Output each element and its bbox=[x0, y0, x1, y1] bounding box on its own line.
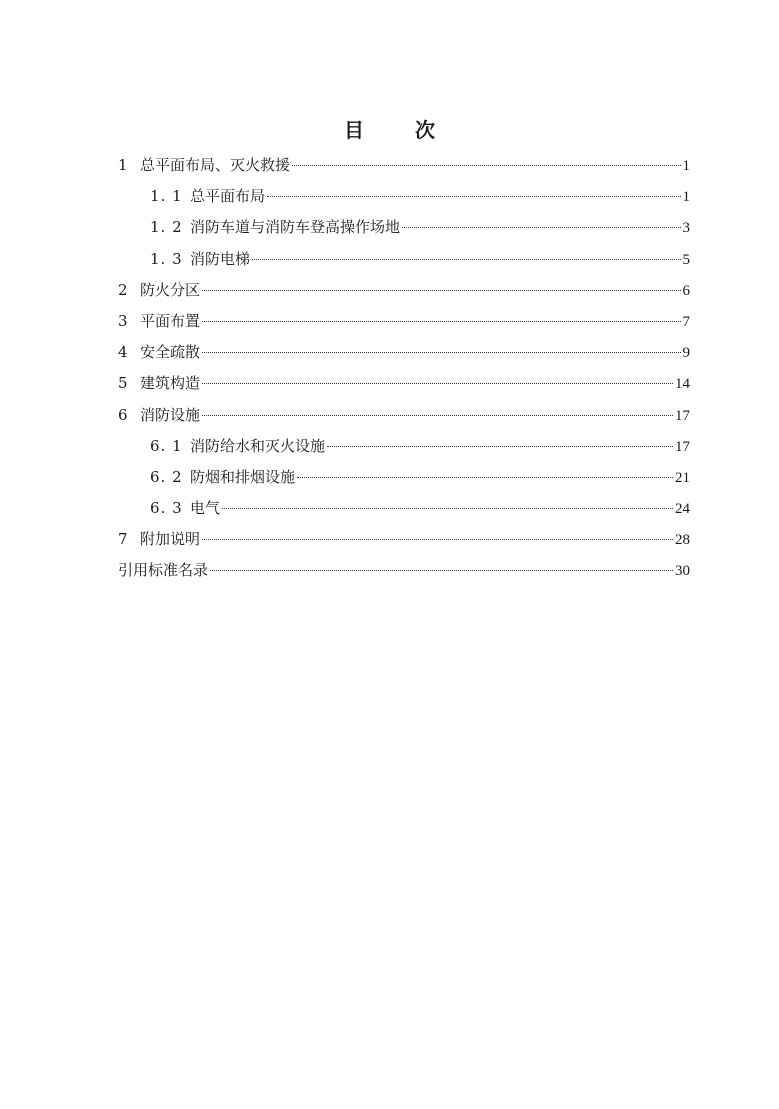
toc-entry-page-number: 24 bbox=[675, 501, 690, 518]
toc-entry-page-number: 3 bbox=[682, 220, 690, 237]
toc-entry[interactable] bbox=[118, 431, 690, 462]
toc-entry-page-number: 1 bbox=[682, 189, 690, 206]
toc-dot-leader bbox=[202, 383, 673, 384]
toc-dot-leader bbox=[252, 259, 680, 260]
toc-entry-number: 5 bbox=[118, 374, 128, 393]
toc-dot-leader bbox=[402, 227, 680, 228]
toc-entry[interactable] bbox=[118, 368, 690, 399]
toc-entry[interactable] bbox=[118, 524, 690, 555]
toc-entry-label: 平面布置 bbox=[140, 311, 201, 330]
toc-dot-leader bbox=[267, 196, 680, 197]
toc-dot-leader bbox=[222, 508, 673, 509]
toc-dot-leader bbox=[202, 352, 680, 353]
toc-entry-page-number: 28 bbox=[675, 532, 690, 549]
toc-entry-page-number: 5 bbox=[682, 251, 690, 268]
toc-entry-number: 3 bbox=[118, 311, 128, 330]
toc-dot-leader bbox=[202, 539, 673, 540]
toc-dot-leader bbox=[327, 446, 673, 447]
toc-entry-number: 2 bbox=[118, 280, 128, 299]
toc-entry-label: 消防给水和灭火设施 bbox=[190, 436, 326, 455]
toc-dot-leader bbox=[202, 321, 680, 322]
toc-entry-number: 7 bbox=[118, 530, 128, 549]
toc-entry-label: 防烟和排烟设施 bbox=[190, 467, 296, 486]
toc-entry-number: 6. 1 bbox=[150, 436, 183, 455]
toc-title: 目 次 bbox=[344, 118, 457, 142]
toc-entry[interactable] bbox=[118, 181, 690, 212]
toc-entry[interactable] bbox=[118, 337, 690, 368]
toc-entry-page-number: 7 bbox=[682, 313, 690, 330]
toc-entry-label: 消防车道与消防车登高操作场地 bbox=[190, 218, 401, 237]
toc-entry-number: 4 bbox=[118, 343, 128, 362]
toc-entry-page-number: 9 bbox=[682, 345, 690, 362]
toc-entry[interactable] bbox=[118, 244, 690, 275]
toc-entry[interactable] bbox=[118, 150, 690, 181]
toc-entry-page-number: 30 bbox=[675, 563, 690, 580]
toc-entry-label: 引用标准名录 bbox=[118, 561, 209, 580]
toc-entry-page-number: 21 bbox=[675, 469, 690, 486]
toc-entry-label: 总平面布局、灭火救援 bbox=[140, 156, 291, 174]
toc-entry[interactable] bbox=[118, 400, 690, 431]
table-of-contents bbox=[118, 150, 690, 587]
toc-entry[interactable] bbox=[118, 275, 690, 306]
toc-entry-number: 1 bbox=[118, 156, 128, 174]
toc-entry-label: 总平面布局 bbox=[190, 187, 266, 206]
toc-entry-number: 1. 2 bbox=[150, 218, 183, 237]
toc-dot-leader bbox=[297, 477, 673, 478]
toc-entry-label: 消防电梯 bbox=[190, 249, 251, 268]
toc-entry-page-number: 17 bbox=[675, 438, 690, 455]
toc-entry-page-number: 14 bbox=[675, 376, 690, 393]
toc-entry-number: 1. 3 bbox=[150, 249, 183, 268]
toc-dot-leader bbox=[210, 570, 673, 571]
toc-entry-number: 6 bbox=[118, 405, 128, 424]
toc-entry-page-number: 17 bbox=[675, 407, 690, 424]
toc-entry-page-number: 6 bbox=[682, 282, 690, 299]
toc-entry-label: 电气 bbox=[190, 499, 221, 518]
toc-entry[interactable] bbox=[118, 306, 690, 337]
toc-entry-label: 防火分区 bbox=[140, 280, 201, 299]
toc-dot-leader bbox=[202, 415, 673, 416]
toc-entry-label: 消防设施 bbox=[140, 405, 201, 424]
toc-dot-leader bbox=[202, 290, 680, 291]
toc-entry[interactable] bbox=[118, 493, 690, 524]
toc-entry[interactable] bbox=[118, 462, 690, 493]
toc-entry-number: 6. 3 bbox=[150, 499, 183, 518]
toc-entry-number: 1. 1 bbox=[150, 187, 183, 206]
toc-entry-label: 安全疏散 bbox=[140, 343, 201, 362]
toc-entry-label: 建筑构造 bbox=[140, 374, 201, 393]
toc-entry[interactable] bbox=[118, 212, 690, 243]
toc-entry-number: 6. 2 bbox=[150, 467, 183, 486]
toc-entry-label: 附加说明 bbox=[140, 530, 201, 549]
toc-entry-page-number: 1 bbox=[682, 158, 690, 174]
toc-entry[interactable] bbox=[118, 555, 690, 586]
toc-dot-leader bbox=[292, 165, 680, 166]
